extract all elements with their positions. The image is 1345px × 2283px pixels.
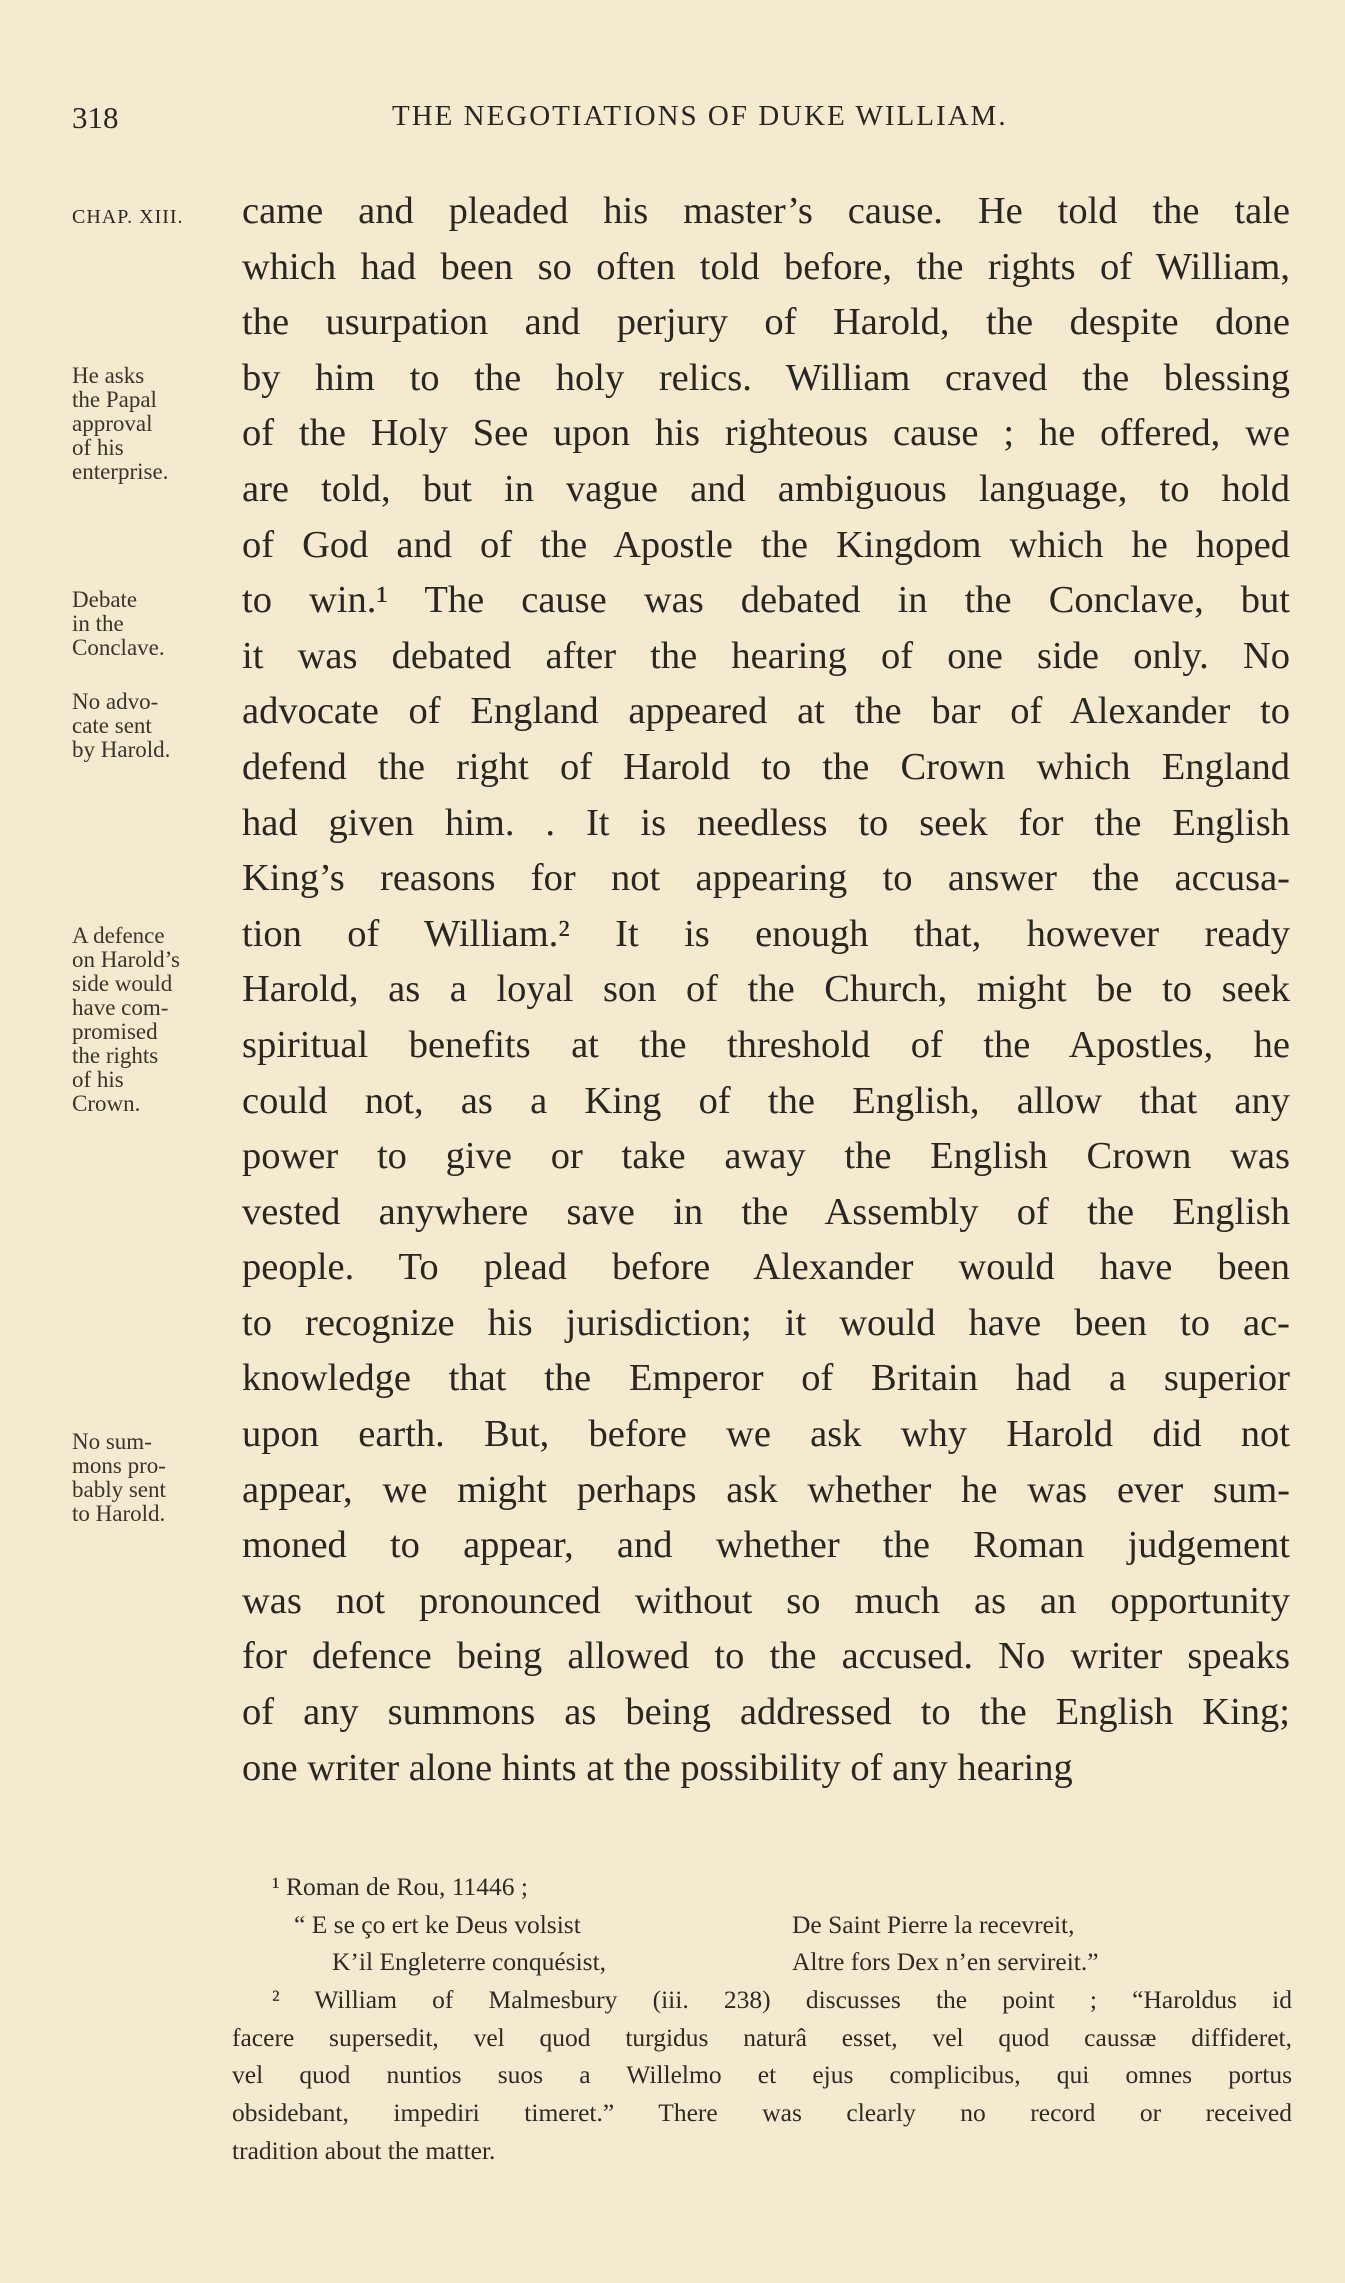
body-text	[242, 184, 1290, 1796]
sidenote-line: cate sent	[72, 713, 152, 738]
sidenote-line: No sum-	[72, 1429, 152, 1454]
sidenote-line: enterprise.	[72, 459, 169, 484]
sidenote-line: to Harold.	[72, 1501, 166, 1526]
body-line: to recognize his jurisdiction; it would have been to ac-	[242, 1301, 1290, 1344]
running-title: THE NEGOTIATIONS OF DUKE WILLIAM.	[392, 100, 1008, 132]
body-line: knowledge that the Emperor of Britain had a superior	[242, 1357, 1290, 1400]
verse-right: De Saint Pierre la recevreit,	[792, 1909, 1075, 1939]
body-line: to win.¹ The cause was debated in the Conclave, but	[242, 579, 1290, 622]
body-line: tion of William.² It is enough that, however ready	[242, 912, 1290, 955]
sidenote-conclave	[72, 588, 165, 660]
body-line: vested anywhere save in the Assembly of the English	[242, 1190, 1290, 1233]
body-line: of God and of the Apostle the Kingdom which he hoped	[242, 523, 1290, 566]
footnote-1: ¹ Roman de Rou, 11446 ;	[272, 1872, 529, 1901]
sidenote-line: He asks	[72, 363, 145, 388]
footnote-1-verse-line	[232, 1943, 1292, 1981]
body-line: one writer alone hints at the possibility of any hearing	[242, 1746, 1073, 1789]
sidenote-line: Debate	[72, 587, 138, 612]
sidenote-line: promised	[72, 1019, 158, 1044]
sidenote-line: No advo-	[72, 689, 159, 714]
chapter-label: CHAP. XIII.	[72, 206, 184, 228]
sidenote-line: of his	[72, 1067, 124, 1092]
footnote-1-verse-line	[232, 1906, 1292, 1944]
sidenote-no-advocate	[72, 690, 170, 762]
body-line: came and pleaded his master’s cause. He told the tale	[242, 190, 1290, 232]
body-line: which had been so often told before, the rights of William,	[242, 245, 1290, 288]
page-number: 318	[72, 100, 119, 135]
sidenote-line: mons pro-	[72, 1453, 166, 1478]
body-line: power to give or take away the English Crown was	[242, 1135, 1290, 1178]
sidenote-defence	[72, 924, 180, 1116]
body-line: are told, but in vague and ambiguous language, to hold	[242, 467, 1290, 510]
footnote-2-line: vel quod nuntios suos a Willelmo et ejus complicibus, qui omnes portus	[232, 2060, 1292, 2090]
sidenote-line: Conclave.	[72, 635, 165, 660]
body-line: for defence being allowed to the accused. No writer speaks	[242, 1635, 1290, 1678]
body-line: it was debated after the hearing of one side only. No	[242, 634, 1290, 677]
footnotes	[232, 1868, 1292, 2170]
body-line: appear, we might perhaps ask whether he was ever sum-	[242, 1468, 1290, 1511]
body-line: was not pronounced without so much as an opportunity	[242, 1579, 1290, 1622]
body-line: spiritual benefits at the threshold of the Apostles, he	[242, 1023, 1290, 1066]
footnote-2-line: obsidebant, impediri timeret.” There was clearly no record or received	[232, 2098, 1292, 2128]
body-line: the usurpation and perjury of Harold, the despite done	[242, 301, 1290, 344]
body-line: had given him. . It is needless to seek for the English	[242, 801, 1290, 844]
body-line: could not, as a King of the English, allow that any	[242, 1079, 1290, 1122]
sidenote-line: the Papal	[72, 387, 157, 412]
body-line: upon earth. But, before we ask why Harold did not	[242, 1413, 1290, 1456]
verse-right: Altre fors Dex n’en servireit.”	[792, 1947, 1099, 1977]
body-line: defend the right of Harold to the Crown which England	[242, 745, 1290, 788]
footnote-2-line: tradition about the matter.	[232, 2135, 496, 2165]
body-line: by him to the holy relics. William craved the blessing	[242, 356, 1290, 399]
sidenote-line: A defence	[72, 923, 165, 948]
sidenote-line: side would	[72, 971, 173, 996]
body-line: King’s reasons for not appearing to answer the accusa-	[242, 857, 1290, 900]
sidenote-line: of his	[72, 435, 124, 460]
footnote-2-line: ² William of Malmesbury (iii. 238) discusses the point ; “Haroldus id	[272, 1985, 1292, 2015]
sidenote-line: by Harold.	[72, 737, 171, 762]
body-line: of any summons as being addressed to the English King;	[242, 1691, 1290, 1734]
sidenote-line: approval	[72, 411, 153, 436]
sidenote-line: bably sent	[72, 1477, 166, 1502]
body-line: advocate of England appeared at the bar of Alexander to	[242, 690, 1290, 733]
body-line: moned to appear, and whether the Roman judgement	[242, 1524, 1290, 1567]
footnote-2-line: facere supersedit, vel quod turgidus naturâ esset, vel quod caussæ diffideret,	[232, 2022, 1292, 2052]
sidenote-no-summons	[72, 1430, 166, 1526]
verse-left: “ E se ço ert ke Deus volsist	[294, 1909, 581, 1939]
body-line: of the Holy See upon his righteous cause ; he offered, we	[242, 412, 1290, 455]
sidenote-line: Crown.	[72, 1091, 141, 1116]
sidenote-papal-approval	[72, 364, 168, 484]
sidenote-line: the rights	[72, 1043, 159, 1068]
sidenote-line: on Harold’s	[72, 947, 180, 972]
body-line: people. To plead before Alexander would have been	[242, 1246, 1290, 1289]
sidenote-line: have com-	[72, 995, 169, 1020]
sidenote-line: in the	[72, 611, 124, 636]
verse-left: K’il Engleterre conquésist,	[332, 1947, 607, 1977]
body-line: Harold, as a loyal son of the Church, might be to seek	[242, 968, 1290, 1011]
